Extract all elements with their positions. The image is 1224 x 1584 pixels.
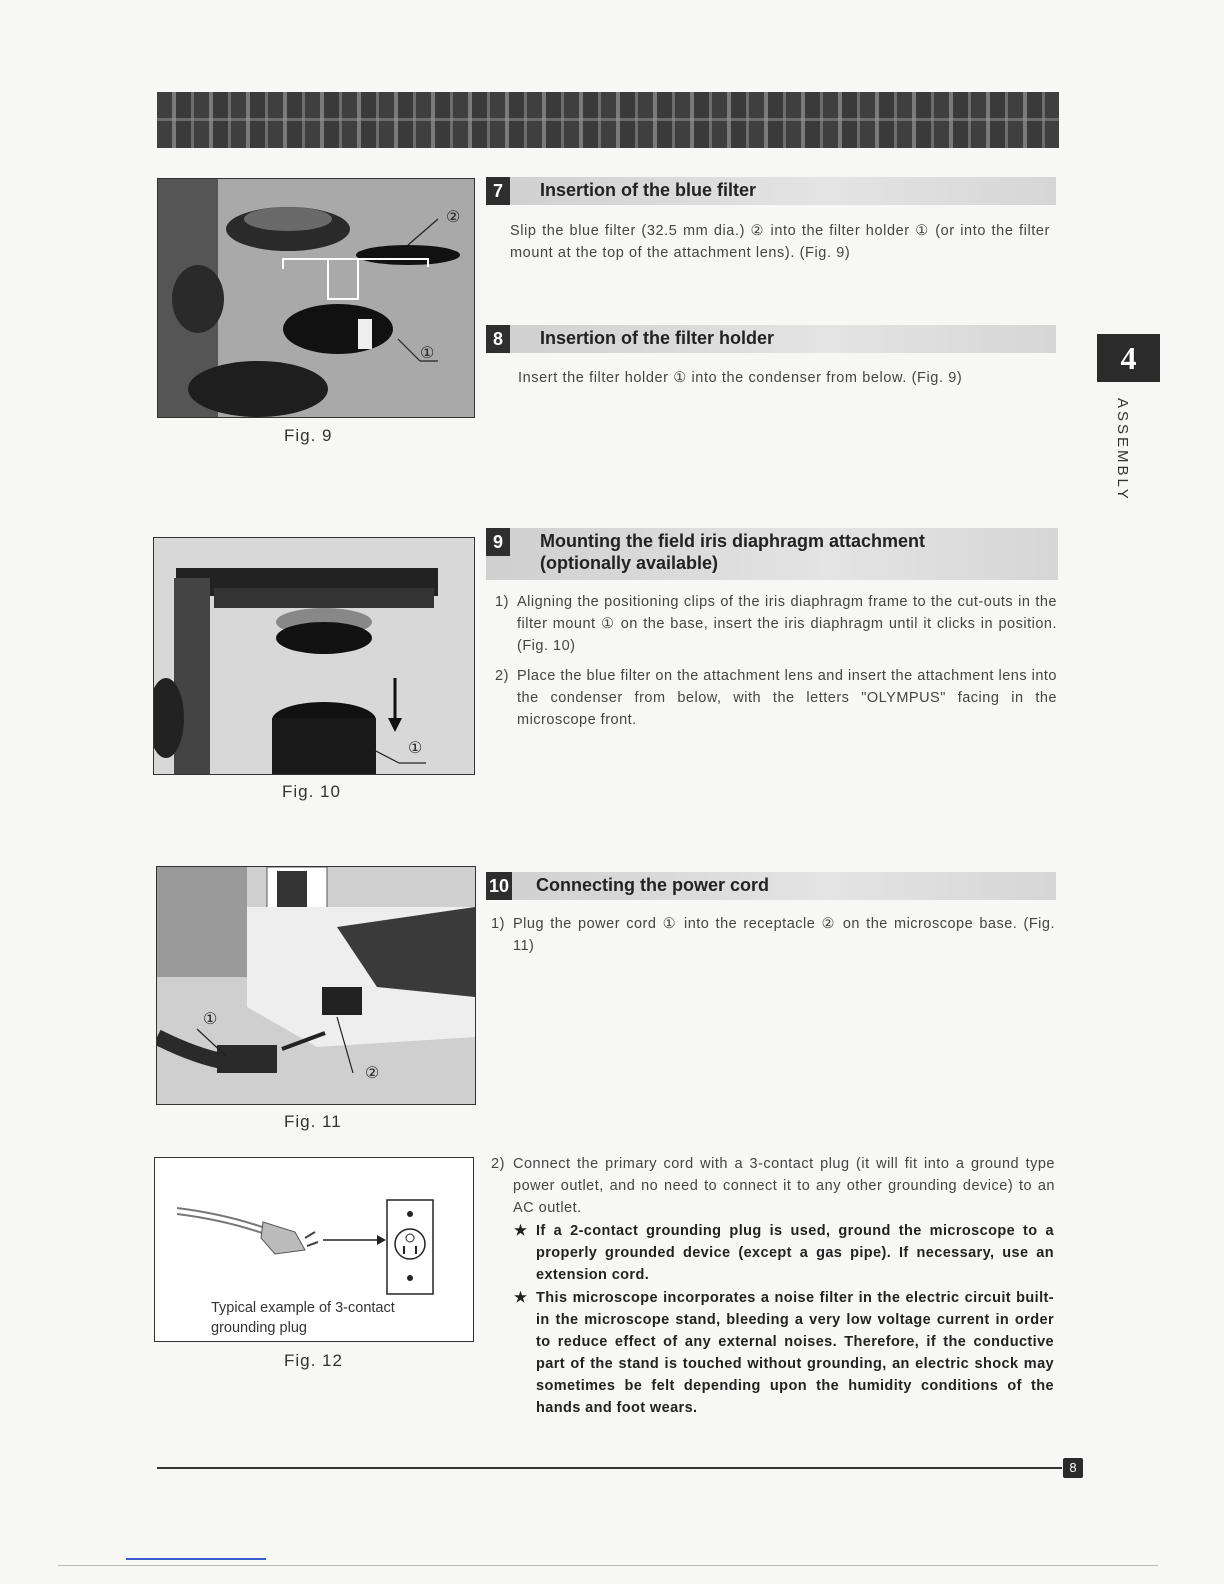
section-10-header [486, 872, 1056, 900]
figure-12-drawing [154, 1157, 474, 1342]
footer-rule [157, 1467, 1062, 1469]
section-9-item-2 [495, 665, 1057, 731]
fig11-callout-1: ① [203, 1011, 218, 1028]
section-10-item-2 [491, 1153, 1055, 1219]
section-10-item-1 [491, 913, 1055, 957]
section-10-number: 10 [486, 872, 512, 900]
section-10-item-2-text: Connect the primary cord with a 3-contact plug (it will fit into a ground type power outlet, and no need to connect it to any other grounding device) to an AC outlet. [513, 1156, 1055, 1216]
section-10-note-1 [514, 1220, 1054, 1286]
section-10-item-1-text: Plug the power cord ① into the receptacle ② on the microscope base. (Fig. 11) [513, 916, 1055, 954]
figure-12-plug-drawing [155, 1158, 473, 1298]
fig12-label: Typical example of 3-contact grounding plug [211, 1300, 395, 1336]
star-icon: ★ [514, 1223, 528, 1239]
fig12-caption: Fig. 12 [284, 1351, 343, 1370]
fig10-callout-1: ① [408, 740, 423, 757]
figure-10-photo [153, 537, 475, 775]
section-9-number: 9 [486, 528, 510, 556]
section-10-item-1-label: 1) [491, 916, 505, 932]
section-9-item-2-text: Place the blue filter on the attachment lens and insert the attachment lens into the condenser from below, with the letters "OLYMPUS" facing in the microscope front. [517, 668, 1057, 728]
figure-9-drawing [158, 179, 474, 417]
fig10-caption: Fig. 10 [282, 782, 341, 801]
figure-10-drawing [154, 538, 474, 774]
fig9-caption: Fig. 9 [284, 426, 333, 445]
chapter-label: ASSEMBLY [1114, 398, 1131, 502]
fig9-callout-1: ① [420, 345, 435, 362]
chapter-tab: 4 [1097, 334, 1160, 382]
section-9-item-1-text: Aligning the positioning clips of the iris diaphragm frame to the cut-outs in the filter mount ① on the base, insert the iris diaphragm until it clicks in position. (Fig. 10) [517, 594, 1057, 654]
fig11-callout-2: ② [365, 1065, 380, 1082]
figure-9-photo [157, 178, 475, 418]
section-7-title: Insertion of the blue filter [540, 180, 757, 200]
figure-11-drawing [157, 867, 475, 1104]
section-9-item-1 [495, 591, 1057, 657]
section-7-header [486, 177, 1056, 205]
page-number: 8 [1063, 1458, 1083, 1478]
section-9-item-1-label: 1) [495, 594, 509, 610]
section-10-title: Connecting the power cord [536, 875, 770, 895]
section-8-number: 8 [486, 325, 510, 353]
section-7-text: Slip the blue filter (32.5 mm dia.) ② into the filter holder ① (or into the filter mount at the top of the attachment lens). (Fig. 9) [510, 223, 1050, 261]
section-9-title: Mounting the field iris diaphragm attachment (optionally available) [540, 531, 926, 573]
section-10-note-2-text: This microscope incorporates a noise filter in the electric circuit built-in the microscope stand, bleeding a very low voltage current in order to reduce effect of any external noises. Therefore, if the conductive part of the stand is touched without grounding, an electric shock may sometimes be felt depending upon the humidity conditions of the hands and foot wears. [536, 1290, 1054, 1416]
section-7-number: 7 [486, 177, 510, 205]
figure-11-photo [156, 866, 476, 1105]
section-10-item-2-label: 2) [491, 1156, 505, 1172]
bottom-blue-line [126, 1558, 266, 1560]
section-10-note-2 [514, 1287, 1054, 1419]
section-8-header [486, 325, 1056, 353]
section-8-text: Insert the filter holder ① into the condenser from below. (Fig. 9) [518, 370, 963, 386]
bottom-divider [58, 1565, 1158, 1566]
star-icon: ★ [514, 1290, 528, 1306]
section-10-note-1-text: If a 2-contact grounding plug is used, ground the microscope to a properly grounded device (except a gas pipe). If necessary, use an extension cord. [536, 1223, 1054, 1283]
section-9-header [486, 528, 1058, 580]
section-9-item-2-label: 2) [495, 668, 509, 684]
section-8-title: Insertion of the filter holder [540, 328, 775, 348]
header-band [157, 92, 1059, 148]
fig11-caption: Fig. 11 [284, 1112, 342, 1131]
fig9-callout-2: ② [446, 209, 461, 226]
